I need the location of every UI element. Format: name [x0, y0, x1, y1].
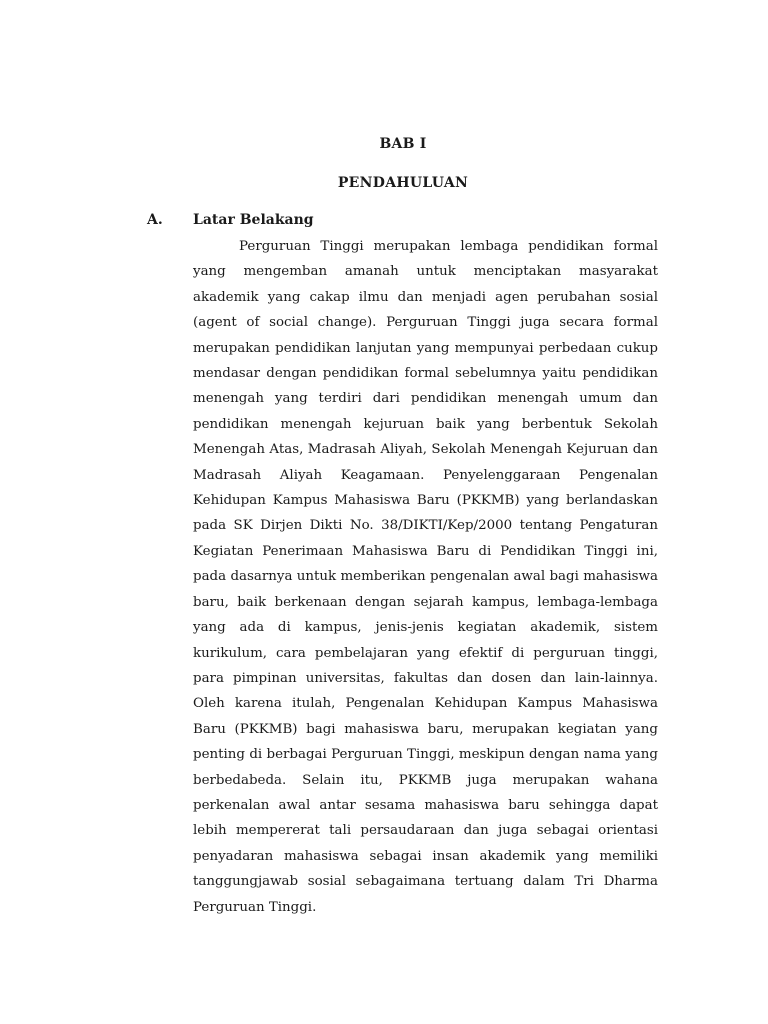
section-letter: A. [147, 212, 163, 228]
body-paragraph: Perguruan Tinggi merupakan lembaga pendidikan formal yang mengemban amanah untuk menciptakan masyarakat akademik yang cakap ilmu dan menjadi agen perubahan sosial (agent of social change). Perguruan Tinggi juga secara formal merupakan pendidikan lanjutan yang mempunyai perbedaan cukup mendasar dengan pendidikan formal sebelumnya yaitu pendidikan menengah yang terdiri dari pendidikan menengah umum dan pendidikan menengah kejuruan baik yang berbentuk Sekolah Menengah Atas, Madrasah Aliyah, Sekolah Menengah Kejuruan dan Madrasah Aliyah Keagamaan. Penyelenggaraan Pengenalan Kehidupan Kampus Mahasiswa Baru (PKKMB) yang berlandaskan pada SK Dirjen Dikti No. 38/DIKTI/Kep/2000 tentang Pengaturan Kegiatan Penerimaan Mahasiswa Baru di Pendidikan Tinggi ini, pada dasarnya untuk memberikan pengenalan awal bagi mahasiswa baru, baik berkenaan dengan sejarah kampus, lembaga-lembaga yang ada di kampus, jenis-jenis kegiatan akademik, sistem kurikulum, cara pembelajaran yang efektif di perguruan tinggi, para pimpinan universitas, fakultas dan dosen dan lain-lainnya. Oleh karena itulah, Pengenalan Kehidupan Kampus Mahasiswa Baru (PKKMB) bagi mahasiswa baru, merupakan kegiatan yang penting di berbagai Perguruan Tinggi, meskipun dengan nama yang berbedabeda. Selain itu, PKKMB juga merupakan wahana perkenalan awal antar sesama mahasiswa baru sehingga dapat lebih mempererat tali persaudaraan dan juga sebagai orientasi penyadaran mahasiswa sebagai insan akademik yang memiliki tanggungjawab sosial sebagaimana tertuang dalam Tri Dharma Perguruan Tinggi. [193, 239, 658, 915]
section-title: Latar Belakang [193, 212, 314, 228]
chapter-number: BAB I [379, 136, 427, 152]
section-heading [147, 212, 314, 228]
chapter-title: PENDAHULUAN [337, 175, 469, 191]
